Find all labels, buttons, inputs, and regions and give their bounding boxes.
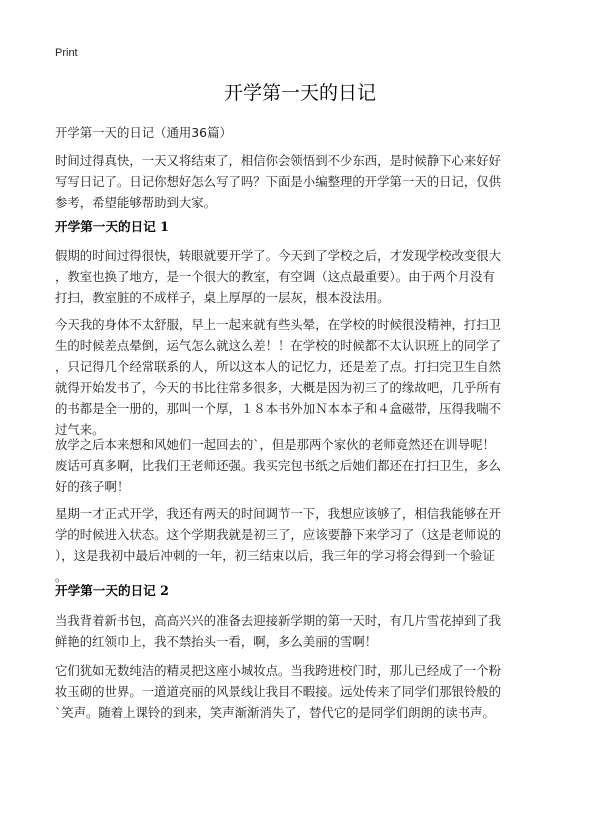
paragraph xyxy=(55,660,550,723)
text-line: 写写日记了。日记你想好怎么写了吗？下面是小编整理的开学第一天的日记，仅供 xyxy=(55,174,502,189)
document-subtitle xyxy=(55,122,550,143)
text-line: 当我背着新书包，高高兴兴的准备去迎接新学期的第一天时，有几片雪花掉到了我 xyxy=(55,613,502,628)
text-line: 生的时候差点晕倒，运气怎么就这么差！！在学校的时候都不太认识班上的同学了 xyxy=(55,338,502,353)
text-line: 放学之后本来想和风她们一起回去的`，但是那两个家伙的老师竟然还在训导呢！ xyxy=(55,437,495,452)
paragraph xyxy=(55,245,550,308)
text-line: 学的时候进入状态。这个学期我就是初三了，应该要静下来学习了（这是老师说的 xyxy=(55,527,502,542)
text-line: 的书都是全一册的，那叫一个厚，１８本书外加Ｎ本本子和４盒磁带，压得我喘不 xyxy=(55,401,502,416)
text-line: 星期一才正式开学，我还有两天的时间调节一下，我想应该够了，相信我能够在开 xyxy=(55,506,502,521)
paragraph xyxy=(55,610,550,652)
text-line: ，教室也换了地方，是一个很大的教室，有空调（这点最重要）。由于两个月没有 xyxy=(55,269,495,284)
text-line: 废话可真多啊，比我们王老师还强。我买完包书纸之后她们都还在打扫卫生，多么 xyxy=(55,458,502,473)
text-line: 鲜艳的红领巾上，我不禁抬头一看，啊，多么美丽的雪啊！ xyxy=(55,634,378,649)
text-line: ，只记得几个经常联系的人，所以这本人的记忆力，还是差了点。打扫完卫生自然 xyxy=(55,359,502,374)
paragraph xyxy=(55,503,550,587)
text-line: ），这是我初中最后冲刺的一年，初三结束以后，我三年的学习将会得到一个验证 xyxy=(55,548,495,563)
section-heading-1: 开学第一天的日记 1 xyxy=(55,219,169,234)
print-label: Print xyxy=(55,47,78,59)
text-line: 假期的时间过得很快，转眼就要开学了。今天到了学校之后，才发现学校改变很大 xyxy=(55,248,502,263)
subtitle-text: 开学第一天的日记（通用36篇） xyxy=(55,125,232,140)
text-line: 就得开始发书了，今天的书比往常多很多，大概是因为初三了的缘故吧，几乎所有 xyxy=(55,380,502,395)
section-heading-2: 开学第一天的日记 2 xyxy=(55,583,169,598)
text-line: 妆玉砌的世界。一道道亮丽的风景线让我目不暇接。远处传来了同学们那银铃般的 xyxy=(55,684,502,699)
text-line: `笑声。随着上课铃的到来，笑声渐渐消失了，替代它的是同学们朗朗的读书声。 xyxy=(55,705,495,720)
page-title: 开学第一天的日记 xyxy=(223,82,376,104)
text-line: 。 xyxy=(55,569,68,584)
text-line: 今天我的身体不太舒服，早上一起来就有些头晕，在学校的时候很没精神，打扫卫 xyxy=(55,317,502,332)
intro-paragraph xyxy=(55,150,550,213)
text-line: 过气来。 xyxy=(55,422,105,437)
text-line: 好的孩子啊！ xyxy=(55,479,130,494)
text-line: 时间过得真快，一天又将结束了，相信你会领悟到不少东西，是时候静下心来好好 xyxy=(55,153,502,168)
text-line: 参考，希望能够帮助到大家。 xyxy=(55,195,217,210)
paragraph xyxy=(55,314,550,440)
text-line: 它们犹如无数纯洁的精灵把这座小城妆点。当我跨进校门时，那儿已经成了一个粉 xyxy=(55,663,502,678)
paragraph xyxy=(55,434,550,497)
text-line: 打扫，教室脏的不成样子，桌上厚厚的一层灰，根本没法用。 xyxy=(55,290,390,305)
